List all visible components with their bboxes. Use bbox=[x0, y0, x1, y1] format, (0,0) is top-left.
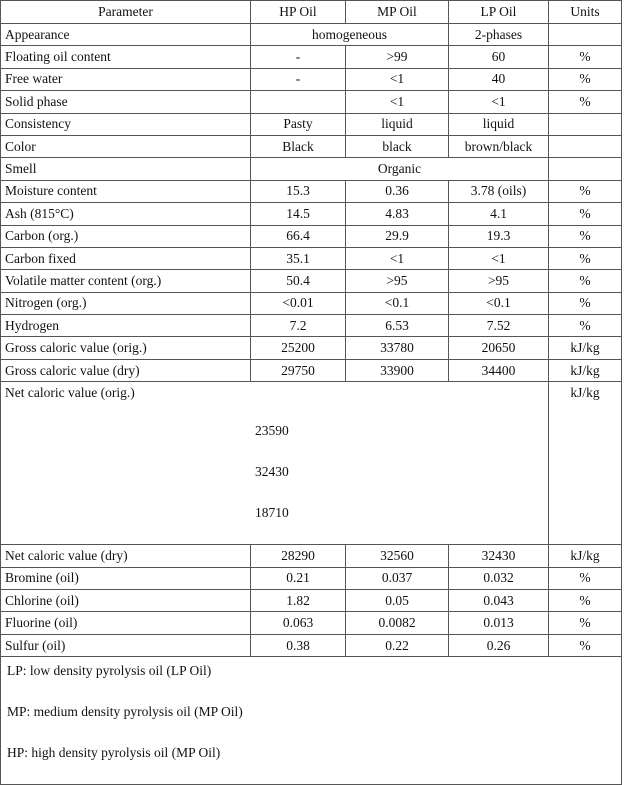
row-mp-value: 0.037 bbox=[346, 567, 449, 589]
row-unit: % bbox=[549, 91, 622, 113]
smell-merged-value: Organic bbox=[251, 158, 549, 180]
header-mp-oil: MP Oil bbox=[346, 1, 449, 24]
row-lp-value: 32430 bbox=[449, 545, 549, 567]
row-hp-value: <0.01 bbox=[251, 292, 346, 314]
header-lp-oil: LP Oil bbox=[449, 1, 549, 24]
row-mp-value: 33900 bbox=[346, 359, 449, 381]
table-row bbox=[1, 545, 622, 567]
row-parameter: Chlorine (oil) bbox=[1, 590, 251, 612]
header-hp-oil: HP Oil bbox=[251, 1, 346, 24]
row-parameter: Solid phase bbox=[1, 91, 251, 113]
row-lp-value: 20650 bbox=[449, 337, 549, 359]
table-row bbox=[1, 158, 622, 180]
row-hp-value: 66.4 bbox=[251, 225, 346, 247]
row-lp-value: 0.013 bbox=[449, 612, 549, 634]
row-lp-value: 7.52 bbox=[449, 315, 549, 337]
row-mp-value: 33780 bbox=[346, 337, 449, 359]
row-unit: % bbox=[549, 247, 622, 269]
row-parameter: Free water bbox=[1, 68, 251, 90]
row-lp-value: >95 bbox=[449, 270, 549, 292]
table-row bbox=[1, 225, 622, 247]
row-lp-value: 0.043 bbox=[449, 590, 549, 612]
row-parameter: Hydrogen bbox=[1, 315, 251, 337]
table-row bbox=[1, 91, 622, 113]
header-parameter: Parameter bbox=[1, 1, 251, 24]
net-caloric-orig-values bbox=[5, 421, 544, 544]
table-row bbox=[1, 270, 622, 292]
row-unit: % bbox=[549, 180, 622, 202]
row-unit: % bbox=[549, 68, 622, 90]
row-parameter: Gross caloric value (orig.) bbox=[1, 337, 251, 359]
net-caloric-orig-cell bbox=[1, 382, 549, 545]
row-parameter: Carbon fixed bbox=[1, 247, 251, 269]
row-lp-value: 19.3 bbox=[449, 225, 549, 247]
row-mp-value: 6.53 bbox=[346, 315, 449, 337]
footnotes-row bbox=[1, 657, 622, 785]
row-parameter: Sulfur (oil) bbox=[1, 634, 251, 656]
row-hp-value: 28290 bbox=[251, 545, 346, 567]
row-lp-value: 0.26 bbox=[449, 634, 549, 656]
row-lp-value: 34400 bbox=[449, 359, 549, 381]
row-unit: % bbox=[549, 292, 622, 314]
row-unit bbox=[549, 113, 622, 135]
row-unit: % bbox=[549, 634, 622, 656]
row-unit: kJ/kg bbox=[549, 545, 622, 567]
row-mp-value: >99 bbox=[346, 46, 449, 68]
row-hp-value: 25200 bbox=[251, 337, 346, 359]
table-row bbox=[1, 337, 622, 359]
table-row bbox=[1, 292, 622, 314]
row-parameter: Carbon (org.) bbox=[1, 225, 251, 247]
row-lp-value: 60 bbox=[449, 46, 549, 68]
row-mp-value: <1 bbox=[346, 247, 449, 269]
row-parameter: Ash (815°C) bbox=[1, 203, 251, 225]
row-hp-value: 1.82 bbox=[251, 590, 346, 612]
row-hp-value bbox=[251, 91, 346, 113]
row-parameter: Floating oil content bbox=[1, 46, 251, 68]
row-lp-value: <0.1 bbox=[449, 292, 549, 314]
table-row bbox=[1, 612, 622, 634]
row-lp-value: 3.78 (oils) bbox=[449, 180, 549, 202]
table-row bbox=[1, 590, 622, 612]
row-unit: % bbox=[549, 225, 622, 247]
row-parameter: Net caloric value (orig.) bbox=[5, 385, 135, 401]
row-mp-value: 0.0082 bbox=[346, 612, 449, 634]
row-parameter: Nitrogen (org.) bbox=[1, 292, 251, 314]
row-unit: kJ/kg bbox=[549, 359, 622, 381]
row-mp-value: 0.22 bbox=[346, 634, 449, 656]
row-unit: % bbox=[549, 270, 622, 292]
row-hp-value: - bbox=[251, 46, 346, 68]
row-unit: % bbox=[549, 612, 622, 634]
row-parameter: Appearance bbox=[1, 24, 251, 46]
row-hp-value: Black bbox=[251, 135, 346, 157]
net-caloric-orig-hp: 23590 bbox=[255, 423, 289, 439]
row-parameter: Consistency bbox=[1, 113, 251, 135]
table-row bbox=[1, 634, 622, 656]
row-parameter: Gross caloric value (dry) bbox=[1, 359, 251, 381]
row-unit: % bbox=[549, 46, 622, 68]
row-hp-value: 0.38 bbox=[251, 634, 346, 656]
table-row bbox=[1, 113, 622, 135]
footnote-mp: MP: medium density pyrolysis oil (MP Oil) bbox=[7, 704, 243, 720]
row-lp-value: 2-phases bbox=[449, 24, 549, 46]
table-row bbox=[1, 68, 622, 90]
net-caloric-orig-mp: 32430 bbox=[255, 464, 289, 480]
row-parameter: Color bbox=[1, 135, 251, 157]
footnote-hp: HP: high density pyrolysis oil (MP Oil) bbox=[7, 745, 221, 761]
row-hp-value: 7.2 bbox=[251, 315, 346, 337]
row-unit: kJ/kg bbox=[549, 337, 622, 359]
row-unit bbox=[549, 24, 622, 46]
appearance-hp-mp-merged: homogeneous bbox=[251, 24, 449, 46]
row-lp-value: 4.1 bbox=[449, 203, 549, 225]
net-caloric-orig-row bbox=[1, 382, 622, 545]
row-hp-value: 14.5 bbox=[251, 203, 346, 225]
row-lp-value: brown/black bbox=[449, 135, 549, 157]
footnote-lp: LP: low density pyrolysis oil (LP Oil) bbox=[7, 663, 212, 679]
row-parameter: Volatile matter content (org.) bbox=[1, 270, 251, 292]
row-unit bbox=[549, 158, 622, 180]
row-lp-value: 0.032 bbox=[449, 567, 549, 589]
row-unit: kJ/kg bbox=[549, 382, 622, 545]
row-parameter: Moisture content bbox=[1, 180, 251, 202]
table-row bbox=[1, 567, 622, 589]
row-mp-value: >95 bbox=[346, 270, 449, 292]
row-parameter: Net caloric value (dry) bbox=[1, 545, 251, 567]
table-row bbox=[1, 180, 622, 202]
row-unit: % bbox=[549, 590, 622, 612]
row-mp-value: black bbox=[346, 135, 449, 157]
table-row bbox=[1, 247, 622, 269]
table-row bbox=[1, 359, 622, 381]
row-unit: % bbox=[549, 567, 622, 589]
row-mp-value: <0.1 bbox=[346, 292, 449, 314]
row-unit: % bbox=[549, 203, 622, 225]
row-parameter: Fluorine (oil) bbox=[1, 612, 251, 634]
row-mp-value: 29.9 bbox=[346, 225, 449, 247]
row-unit: % bbox=[549, 315, 622, 337]
footnotes-cell bbox=[1, 657, 622, 785]
row-unit bbox=[549, 135, 622, 157]
row-hp-value: 15.3 bbox=[251, 180, 346, 202]
row-lp-value: 40 bbox=[449, 68, 549, 90]
table-row bbox=[1, 203, 622, 225]
row-lp-value: <1 bbox=[449, 247, 549, 269]
row-lp-value: liquid bbox=[449, 113, 549, 135]
row-hp-value: 0.21 bbox=[251, 567, 346, 589]
table-row bbox=[1, 135, 622, 157]
net-caloric-orig-lp: 18710 bbox=[255, 505, 289, 521]
row-mp-value: 4.83 bbox=[346, 203, 449, 225]
table-row bbox=[1, 24, 622, 46]
row-parameter: Bromine (oil) bbox=[1, 567, 251, 589]
row-hp-value: 50.4 bbox=[251, 270, 346, 292]
table-header-row bbox=[1, 1, 622, 24]
row-hp-value: Pasty bbox=[251, 113, 346, 135]
row-mp-value: 0.05 bbox=[346, 590, 449, 612]
row-mp-value: liquid bbox=[346, 113, 449, 135]
row-lp-value: <1 bbox=[449, 91, 549, 113]
row-parameter: Smell bbox=[1, 158, 251, 180]
row-mp-value: <1 bbox=[346, 68, 449, 90]
row-hp-value: 0.063 bbox=[251, 612, 346, 634]
row-hp-value: 29750 bbox=[251, 359, 346, 381]
row-hp-value: - bbox=[251, 68, 346, 90]
row-mp-value: 0.36 bbox=[346, 180, 449, 202]
header-units: Units bbox=[549, 1, 622, 24]
row-mp-value: 32560 bbox=[346, 545, 449, 567]
table-row bbox=[1, 46, 622, 68]
table-row bbox=[1, 315, 622, 337]
row-hp-value: 35.1 bbox=[251, 247, 346, 269]
row-mp-value: <1 bbox=[346, 91, 449, 113]
